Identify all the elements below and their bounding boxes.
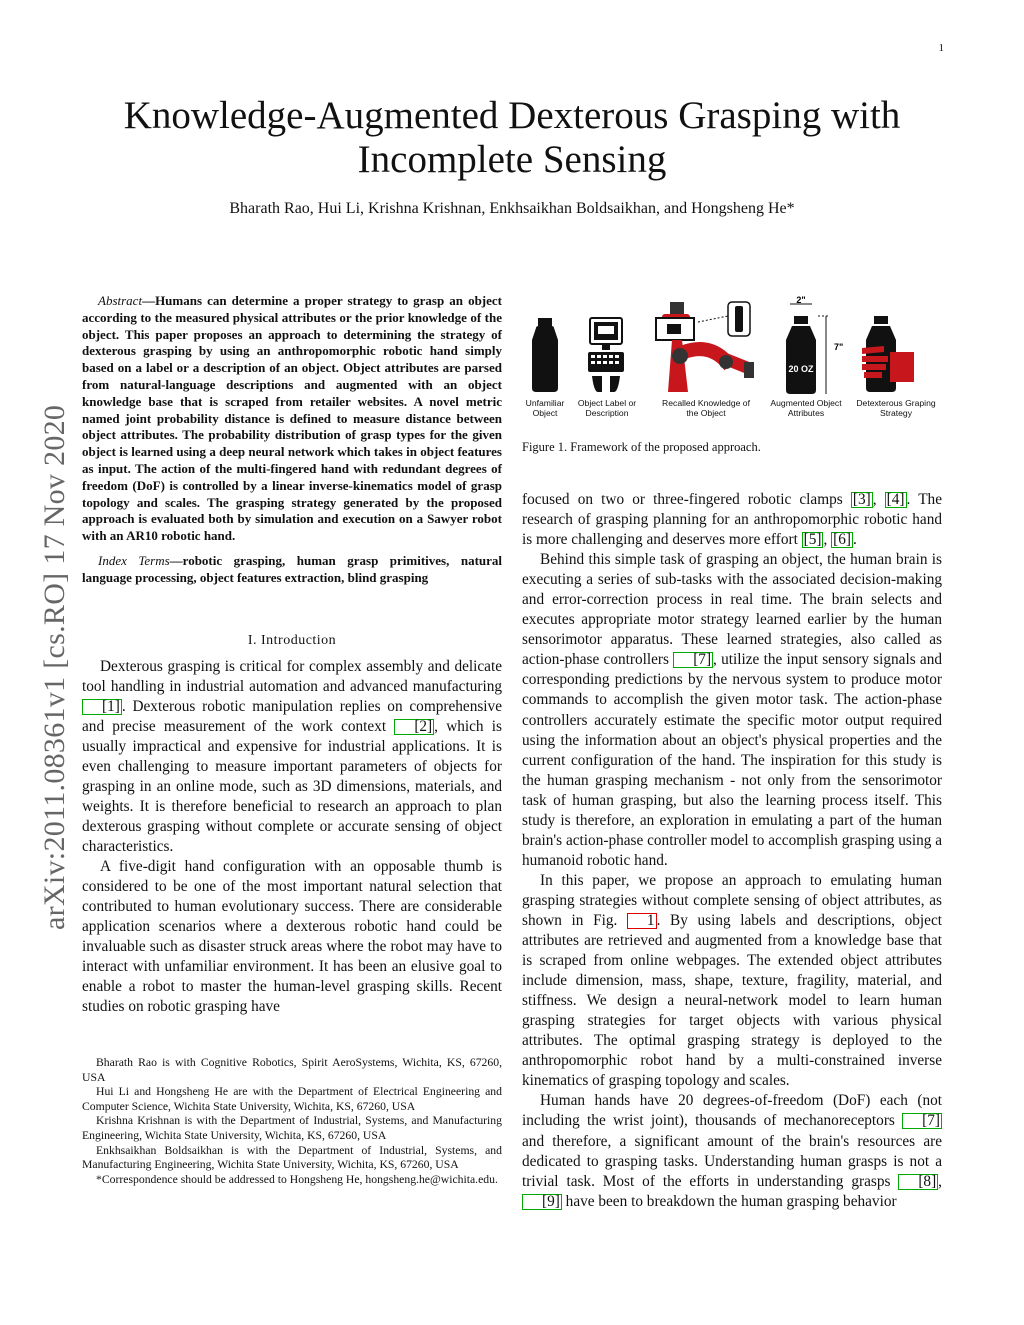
citation-link[interactable]: [7] xyxy=(902,1113,942,1129)
sawyer-robot-icon xyxy=(656,302,754,392)
citation-link[interactable]: [7] xyxy=(673,652,713,668)
paragraph xyxy=(522,490,942,550)
figure-caption: Figure 1. Framework of the proposed approach. xyxy=(522,440,761,454)
text-run: , xyxy=(872,491,885,508)
paragraph xyxy=(522,871,942,1092)
citation-link[interactable]: [9] xyxy=(522,1194,562,1210)
citation-link[interactable]: [3] xyxy=(852,491,871,508)
footnote: *Correspondence should be addressed to Hongsheng He, hongsheng.he@wichita.edu. xyxy=(96,1172,498,1186)
text-run: . The research of grasping planning for an anthropomorphic robotic hand is more challenging and deserves more effort xyxy=(522,491,942,549)
width-dimension-label: 2" xyxy=(796,296,806,305)
footnote: Hui Li and Hongsheng He are with the Department of Electrical Engineering and Computer Science, Wichita State University, Wichita, KS, 67260, USA xyxy=(82,1085,502,1113)
text-run: . Dexterous robotic manipulation replies on comprehensive and precise measurement of the work context xyxy=(82,697,502,735)
footnote: Krishna Krishnan is with the Department of Industrial, Systems, and Manufacturing Engineering, Wichita State University, Wichita, KS, 67260, USA xyxy=(82,1114,502,1142)
footnotes xyxy=(82,1056,502,1187)
text-run: Dexterous grasping is critical for complex assembly and delicate tool handling in industrial automation and advanced manufacturing xyxy=(82,657,502,695)
text-run: , xyxy=(823,531,832,549)
title-line-2: Incomplete Sensing xyxy=(357,138,667,181)
text-run: . xyxy=(852,531,857,549)
author-list: Bharath Rao, Hui Li, Krishna Krishnan, Enkhsaikhan Boldsaikhan, and Hongsheng He* xyxy=(229,200,795,217)
figure-label-unfamiliar: Unfamiliar Object xyxy=(525,398,565,418)
bottle-icon xyxy=(532,318,558,392)
text-run: . By using labels and descriptions, object attributes are retrieved and augmented from a knowledge base that is scraped from online webpages. The extended object attributes include dimension, mass, shape, texture, fragility, material, and stiffness. We design a neural-network model to learn human grasping strategies for target objects with various physical attributes. The optimal grasping strategy is deployed to the anthropomorphic robot hand by a multi-constrained inverse kinematics of grasping topology and scales. xyxy=(522,911,942,1090)
text-run: Human hands have 20 degrees-of-freedom (DoF) each (not including the wrist joint), thousands of mechanoreceptors xyxy=(522,1092,942,1130)
index-terms-text: —robotic grasping, human grasp primitives, natural language processing, object features extraction, blind grasping xyxy=(82,552,503,585)
text-run: and therefore, a significant amount of the brain's resources are dedicated to grasping tasks. Understanding human grasps is not a trivial task. Most of the efforts in understanding grasps xyxy=(522,1132,942,1190)
figure-ref-link[interactable]: 1 xyxy=(627,913,657,929)
figure-label-strategy: Detexterous Graping Strategy xyxy=(856,398,936,418)
figure-1 xyxy=(522,296,942,426)
computer-icon xyxy=(588,318,624,392)
framework-illustration xyxy=(522,296,942,396)
text-run: , which is usually impractical and expensive for industrial applications. It is even challenging to measure important parameters of objects for grasping in an online mode, such as 3D dimensions, materials, and weights. It is therefore beneficial to research an approach to plan dexterous grasping without complete or accurate sensing of object characteristics. xyxy=(82,717,502,855)
paragraph xyxy=(522,550,942,871)
paper-title xyxy=(0,94,1024,182)
introduction-body xyxy=(82,657,502,1018)
paragraph xyxy=(522,1091,942,1211)
abstract-text: —Humans can determine a proper strategy to grasp an object according to the measured physical attributes or the prior knowledge of the object. This paper proposes an approach to determining the strategy of dexterous grasping by using an anthropomorphic robotic hand simply based on a label or a description of an object. Object attributes are parsed from natural-language descriptions and augmented with an object knowledge base that is scraped from retailer websites. A novel metric named joint probability distance is defined to measure distance between object attributes. The probability distribution of grasp types for the given object is learned using a deep neural network which takes in object features as input. The action of the multi-fingered hand with redundant degrees of freedom (DoF) is controlled by a linear inverse-kinematics model of grasp topology and scales. The grasping strategy generated by the proposed approach is evaluated both by simulation and execution on a Sawyer robot with an AR10 robotic hand. xyxy=(82,293,502,544)
index-terms-label: Index Terms xyxy=(98,552,170,568)
text-run: In this paper, we propose an approach to emulating human grasping strategies without complete sensing of object attributes, as shown in Fig. xyxy=(522,871,942,929)
section-heading-introduction: I. Introduction xyxy=(247,632,337,648)
citation-link[interactable]: [1] xyxy=(82,699,122,715)
bottle-size-label: 20 OZ xyxy=(788,364,814,374)
augmented-bottle-icon xyxy=(786,296,843,394)
text-run: focused on two or three-fingered robotic clamps xyxy=(522,491,851,508)
page-number: 1 xyxy=(938,42,944,54)
text-run: , xyxy=(938,1172,942,1190)
index-terms xyxy=(82,553,502,587)
left-column xyxy=(82,293,502,1017)
text-run: Behind this simple task of grasping an object, the human brain is executing a series of sub-tasks with the associated decision-making and error-correction process in real time. The brain selects and executes appropriate motor strategy learned earlier by the human sensorimotor apparatus. These learned strategies, also called as action-phase controllers xyxy=(522,551,942,669)
right-column xyxy=(522,490,942,1212)
citation-link[interactable]: [5] xyxy=(803,531,822,549)
text-run: have been to breakdown the human grasping behavior xyxy=(561,1192,897,1210)
paragraph: A five-digit hand configuration with an opposable thumb is considered to be one of the most important natural selection that contributed to human evolutionary success. There are considerable application scenarios where a dexterous robotic hand could be invaluable such as disaster struck areas where the robot may have to interact with unfamiliar environment. It has been an elusive goal to enable a robot to master the human-level grasping skills. Recent studies on robotic grasping have xyxy=(82,858,502,1016)
abstract-label: Abstract xyxy=(98,293,143,308)
figure-label-knowledge: Recalled Knowledge of the Object xyxy=(662,398,750,418)
citation-link[interactable]: [4] xyxy=(886,491,905,508)
figure-label-attributes: Augmented Object Attributes xyxy=(770,398,842,418)
arxiv-identifier: arXiv:2011.08361v1 [cs.RO] 17 Nov 2020 xyxy=(38,404,71,930)
text-run: , utilize the input sensory signals and corresponding predictions by the nervous system to produce motor commands to accomplish the given motor task. The action-phase controllers accurately estimate the specific motor output required using the information about an object's physical properties and the current configuration of the hand. The inspiration for this study is the human grasping mechanism - not only from the sensorimotor task of human grasping, but also the learning process itself. This study is therefore, an exploration in emulating a part of the human brain's action-phase controller model to accomplish grasping using a humanoid robotic hand. xyxy=(522,651,942,869)
grasping-hand-icon xyxy=(862,316,914,392)
footnote: Enkhsaikhan Boldsaikhan is with the Department of Industrial, Systems, and Manufacturing Engineering, Wichita State University, Wichita, KS, 67260, USA xyxy=(82,1143,502,1172)
paragraph xyxy=(82,657,502,857)
title-line-1: Knowledge-Augmented Dexterous Grasping with xyxy=(123,94,901,137)
citation-link[interactable]: [2] xyxy=(394,719,434,735)
citation-link[interactable]: [6] xyxy=(833,531,851,549)
figure-label-description: Object Label or Description xyxy=(577,398,637,418)
abstract xyxy=(82,293,502,545)
citation-link[interactable]: [8] xyxy=(898,1174,938,1190)
footnote: Bharath Rao is with Cognitive Robotics, Spirit AeroSystems, Wichita, KS, 67260, USA xyxy=(82,1056,502,1084)
height-dimension-label: 7" xyxy=(834,342,844,352)
